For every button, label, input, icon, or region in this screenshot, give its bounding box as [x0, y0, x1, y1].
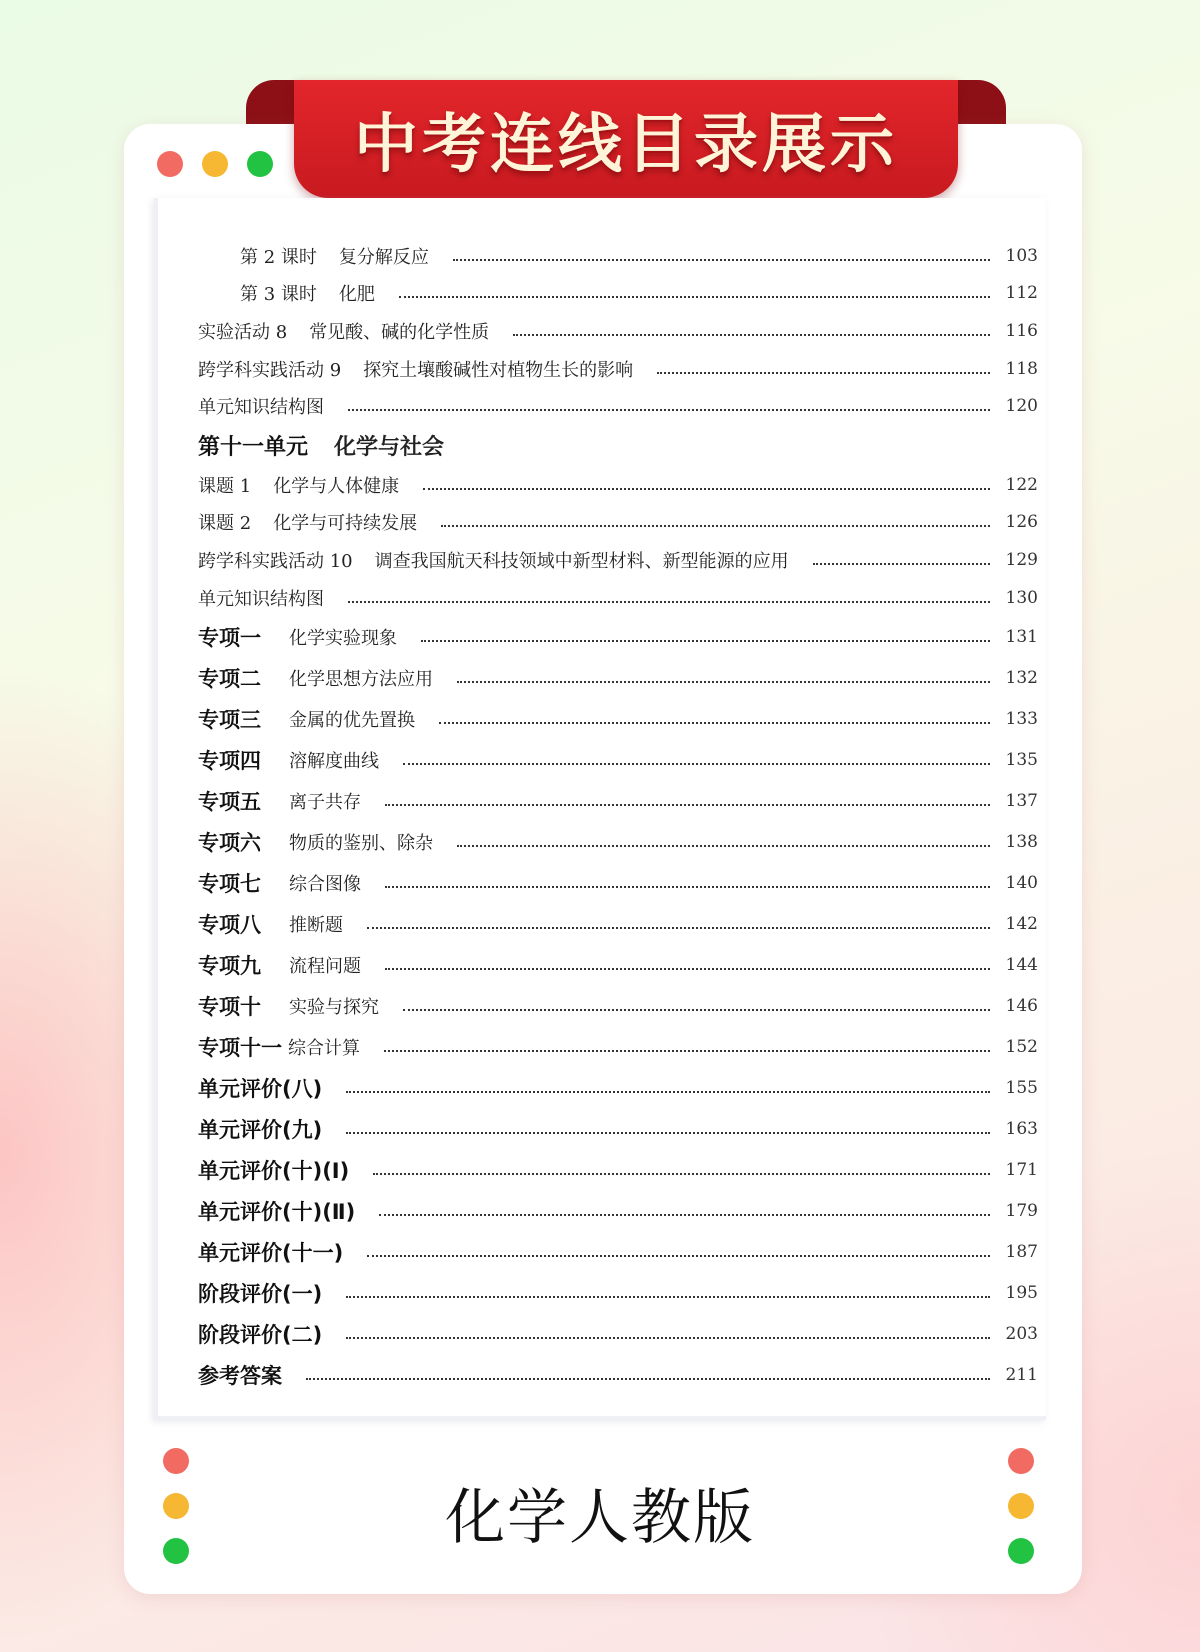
toc-entry-page-number: 144 — [1005, 954, 1038, 975]
toc-entry-title: 溶解度曲线 — [289, 750, 379, 772]
toc-entry-page-number: 130 — [1005, 587, 1038, 608]
edition-title: 化学人教版 — [445, 1483, 755, 1553]
dot-leader — [385, 886, 990, 888]
toc-entry-page-number: 195 — [1005, 1282, 1038, 1303]
toc-entry[interactable] — [198, 504, 1038, 542]
dot-leader — [453, 259, 990, 261]
toc-entry-page-number: 120 — [1005, 396, 1038, 417]
toc-entry-label: 单元评价(九) — [198, 1117, 323, 1142]
toc-entry[interactable] — [198, 541, 1038, 579]
dot-leader — [348, 409, 990, 411]
dot-leader — [423, 488, 990, 490]
toc-entry-label: 单元评价(十)(Ⅱ) — [198, 1199, 356, 1224]
toc-entry[interactable] — [198, 425, 1038, 466]
toc-entry-label: 专项八 — [198, 912, 261, 937]
banner-title: 中考连线目录展示 — [354, 108, 898, 182]
dot-leader — [367, 1255, 990, 1257]
toc-entry-page-number: 137 — [1005, 790, 1038, 811]
toc-entry-title: 物质的鉴别、除杂 — [289, 832, 433, 854]
toc-entry-page-number: 140 — [1005, 872, 1038, 893]
toc-entry-page-number: 118 — [1005, 358, 1038, 379]
toc-entry-label: 第 2 课时 — [240, 246, 317, 268]
toc-entry-label: 专项七 — [198, 871, 261, 896]
toc-entry-title: 推断题 — [289, 914, 343, 936]
toc-entry-label: 专项五 — [198, 789, 261, 814]
dot-leader — [348, 601, 990, 603]
toc-entry-page-number: 146 — [1005, 995, 1038, 1016]
toc-entry[interactable] — [198, 944, 1038, 985]
toc-entry-page-number: 211 — [1005, 1364, 1038, 1385]
toc-entry-label: 专项十 — [198, 994, 261, 1019]
toc-entry-page-number: 126 — [1005, 512, 1038, 533]
dot-leader — [403, 763, 990, 765]
dot-leader — [513, 334, 990, 336]
toc-entry-label: 专项二 — [198, 666, 261, 691]
toc-entry-page-number: 152 — [1005, 1036, 1038, 1057]
dot-leader — [346, 1296, 990, 1298]
toc-entry-label: 单元评价(十一) — [198, 1240, 344, 1265]
toc-entry[interactable] — [198, 312, 1038, 350]
dot-leader — [421, 640, 990, 642]
toc-entry[interactable] — [198, 1231, 1038, 1272]
toc-entry[interactable] — [198, 1026, 1038, 1067]
toc-entry-title: 复分解反应 — [338, 246, 429, 268]
toc-entry-page-number: 187 — [1005, 1241, 1038, 1262]
toc-entry-label: 阶段评价(二) — [198, 1322, 323, 1347]
toc-entry-page-number: 163 — [1005, 1118, 1038, 1139]
toc-entry[interactable] — [198, 1108, 1038, 1149]
toc-entry[interactable] — [198, 1272, 1038, 1313]
toc-entry-title: 常见酸、碱的化学性质 — [309, 321, 490, 343]
dot-leader — [346, 1132, 990, 1134]
dot-leader — [813, 563, 990, 565]
toc-entry-title: 离子共存 — [289, 791, 361, 813]
toc-entry-label: 专项一 — [198, 625, 261, 650]
dot-leader — [346, 1091, 990, 1093]
toc-entry-label: 专项三 — [198, 707, 261, 732]
toc-entry-title: 综合图像 — [289, 873, 361, 895]
toc-entry[interactable] — [198, 903, 1038, 944]
toc-entry[interactable] — [198, 275, 1038, 313]
window-dot-red — [157, 151, 183, 177]
toc-entry[interactable] — [198, 657, 1038, 698]
toc-entry-label: 阶段评价(一) — [198, 1281, 323, 1306]
toc-entry-label: 专项十一 — [198, 1035, 282, 1060]
toc-entry-label: 单元知识结构图 — [198, 397, 324, 419]
toc-entry-page-number: 179 — [1005, 1200, 1038, 1221]
toc-entry-title: 化学与可持续发展 — [273, 513, 418, 535]
toc-entry-title: 调查我国航天科技领域中新型材料、新型能源的应用 — [374, 550, 789, 572]
toc-entry-title: 探究土壤酸碱性对植物生长的影响 — [363, 359, 634, 381]
toc-entry-page-number: 171 — [1005, 1159, 1038, 1180]
dot-leader — [399, 296, 990, 298]
dot-leader — [385, 968, 990, 970]
toc-entry-page-number: 142 — [1005, 913, 1038, 934]
toc-entry-page-number: 116 — [1005, 320, 1038, 341]
toc-entry-label: 课题 2 — [198, 513, 252, 535]
window-dot-green — [247, 151, 273, 177]
toc-entry-page-number: 135 — [1005, 749, 1038, 770]
toc-entry-label: 第十一单元 — [198, 434, 309, 460]
toc-entry-page-number: 112 — [1005, 283, 1038, 304]
dot-leader — [457, 845, 990, 847]
toc-entry-page-number: 122 — [1005, 474, 1038, 495]
toc-entry-page-number: 138 — [1005, 831, 1038, 852]
toc-entry[interactable] — [198, 1067, 1038, 1108]
toc-entry-page-number: 155 — [1005, 1077, 1038, 1098]
header-banner — [294, 80, 958, 198]
toc-entry[interactable] — [198, 466, 1038, 504]
toc-entry-title: 流程问题 — [289, 955, 361, 977]
toc-entry-page-number: 132 — [1005, 667, 1038, 688]
toc-entry-page-number: 133 — [1005, 708, 1038, 729]
dot-leader — [373, 1173, 990, 1175]
toc-entry[interactable] — [198, 862, 1038, 903]
dot-leader — [385, 804, 990, 806]
toc-entry[interactable] — [198, 698, 1038, 739]
toc-entry-label: 专项六 — [198, 830, 261, 855]
toc-entry[interactable] — [198, 739, 1038, 780]
toc-entry[interactable] — [198, 1190, 1038, 1231]
toc-entry-page-number: 129 — [1005, 549, 1038, 570]
dot-leader — [379, 1214, 990, 1216]
window-dot-yellow — [202, 151, 228, 177]
toc-entry[interactable] — [198, 1149, 1038, 1190]
dot-leader — [367, 927, 990, 929]
toc-entry-label: 跨学科实践活动 9 — [198, 359, 342, 381]
toc-entry-label: 参考答案 — [198, 1363, 282, 1388]
toc-entry-label: 单元知识结构图 — [198, 588, 324, 610]
toc-entry-page-number: 131 — [1005, 626, 1038, 647]
dot-leader — [346, 1337, 990, 1339]
toc-entry[interactable] — [198, 387, 1038, 425]
toc-entry-label: 实验活动 8 — [198, 321, 288, 343]
dot-leader — [441, 525, 990, 527]
table-of-contents — [198, 237, 1038, 1395]
toc-entry[interactable] — [198, 780, 1038, 821]
toc-entry-page-number: 103 — [1005, 245, 1038, 266]
toc-entry-title: 实验与探究 — [289, 996, 379, 1018]
dot-leader — [457, 681, 990, 683]
toc-entry-label: 单元评价(十)(Ⅰ) — [198, 1158, 350, 1183]
dot-leader — [657, 372, 990, 374]
toc-entry-label: 专项四 — [198, 748, 261, 773]
dot-leader — [306, 1378, 990, 1380]
toc-entry-page-number: 203 — [1005, 1323, 1038, 1344]
toc-entry[interactable] — [198, 821, 1038, 862]
toc-entry-title: 化肥 — [338, 284, 375, 306]
toc-entry[interactable] — [198, 350, 1038, 388]
toc-entry[interactable] — [198, 616, 1038, 657]
dot-leader — [439, 722, 990, 724]
toc-entry-label: 专项九 — [198, 953, 261, 978]
dot-leader — [384, 1050, 990, 1052]
toc-entry-label: 第 3 课时 — [240, 284, 317, 306]
toc-entry-title: 化学实验现象 — [289, 627, 397, 649]
dot-leader — [403, 1009, 990, 1011]
toc-entry-title: 金属的优先置换 — [289, 709, 415, 731]
toc-entry[interactable] — [198, 1354, 1038, 1395]
toc-entry-label: 跨学科实践活动 10 — [198, 550, 353, 572]
toc-entry-title: 化学思想方法应用 — [289, 668, 433, 690]
toc-entry-label: 课题 1 — [198, 475, 252, 497]
toc-entry[interactable] — [198, 985, 1038, 1026]
toc-entry[interactable] — [198, 579, 1038, 617]
toc-entry-title: 化学与社会 — [334, 434, 445, 460]
toc-entry-title: 化学与人体健康 — [273, 475, 400, 497]
toc-entry[interactable] — [198, 1313, 1038, 1354]
toc-entry[interactable] — [198, 237, 1038, 275]
toc-entry-label: 单元评价(八) — [198, 1076, 323, 1101]
toc-entry-title: 综合计算 — [288, 1037, 360, 1059]
